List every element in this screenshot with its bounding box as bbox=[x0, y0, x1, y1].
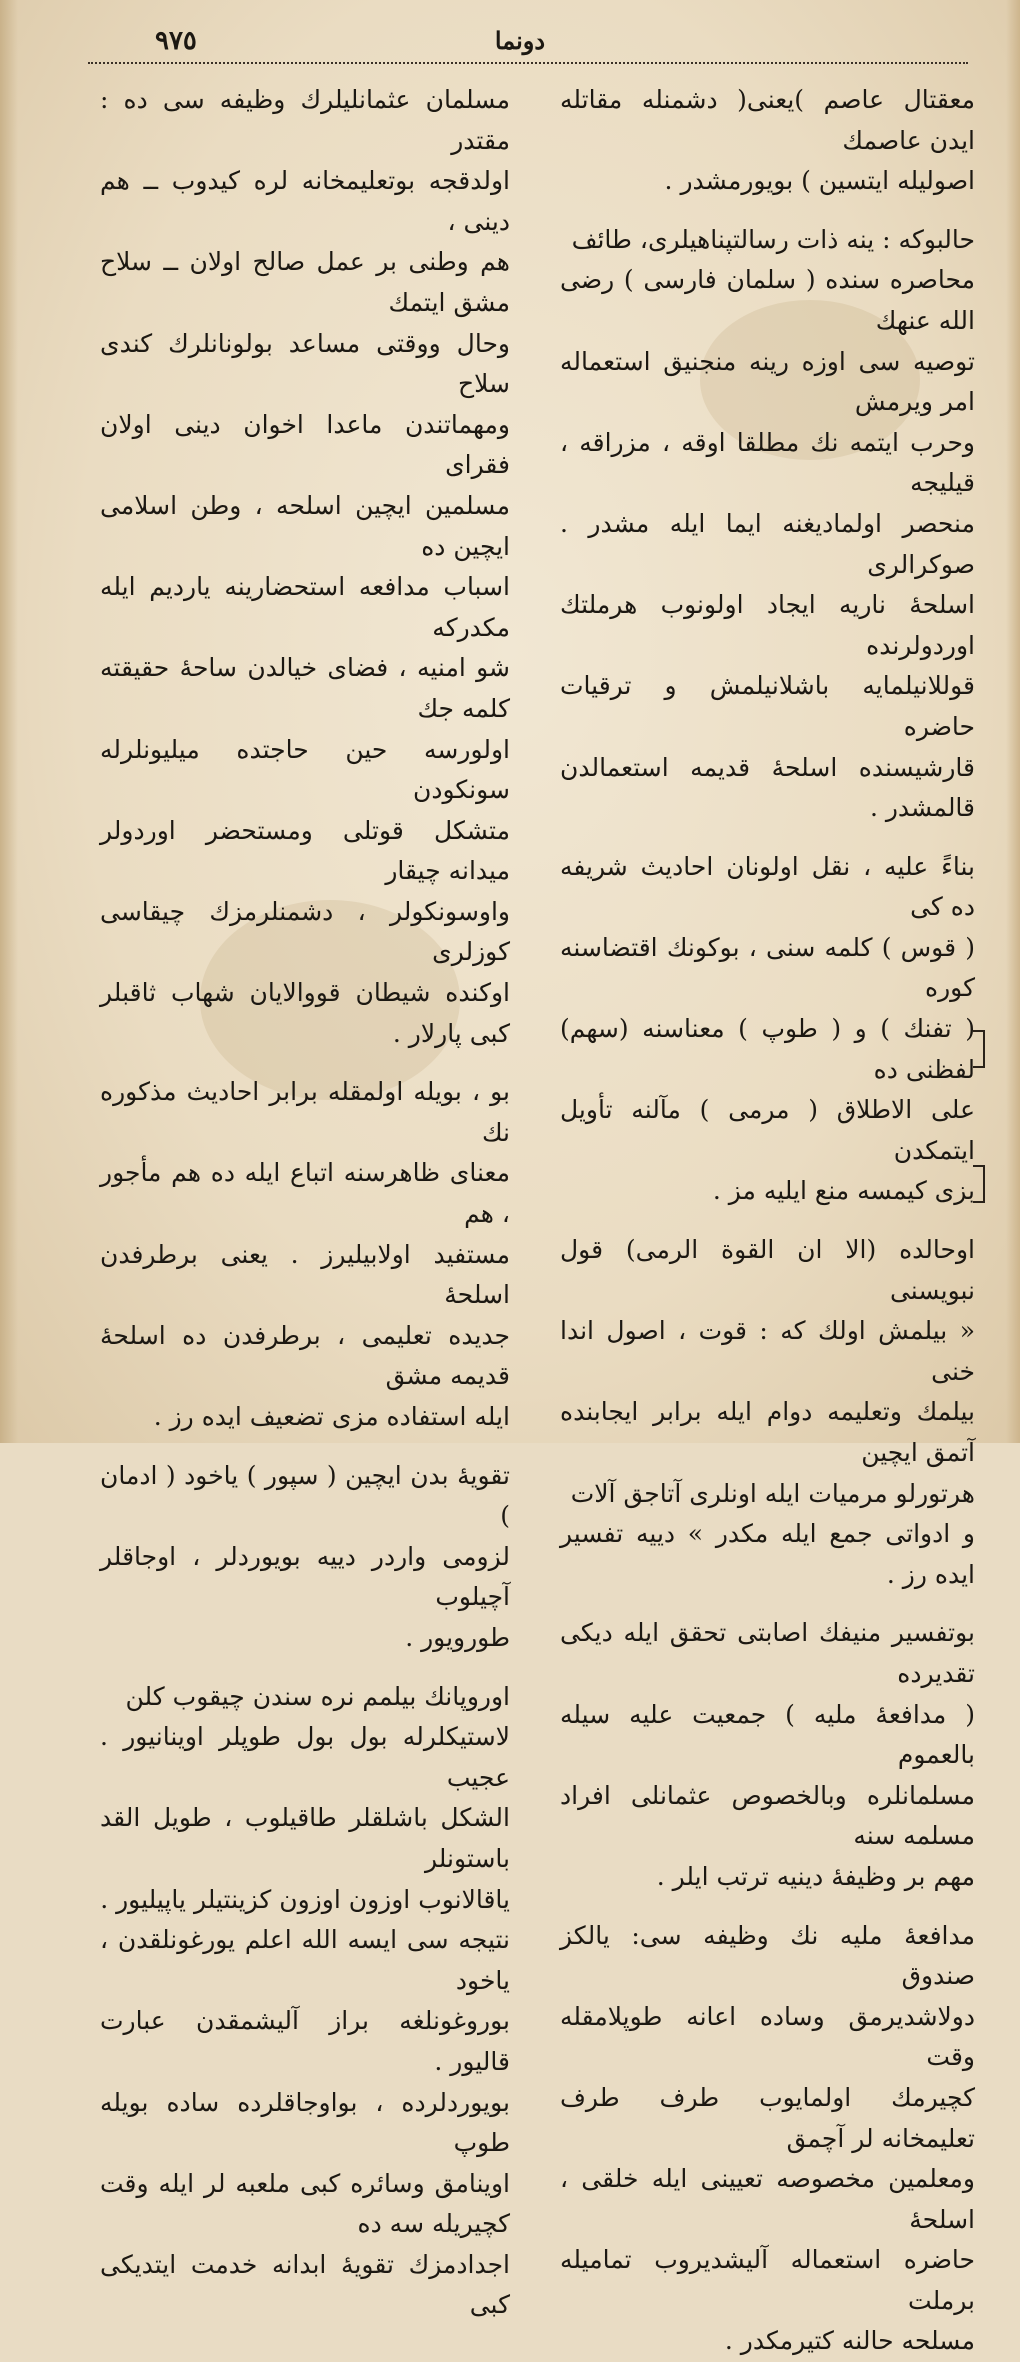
text-line: وحرب ایتمه نك مطلقا اوقه ، مزراقه ، قیلیجه bbox=[560, 427, 975, 498]
text-line: قارشیسنده اسلحهٔ قدیمه استعمالدن قالمشدر . bbox=[560, 752, 975, 823]
text-line: ومعلمین مخصوصه تعیینی ایله خلقی ، اسلحهٔ bbox=[560, 2164, 975, 2234]
text-line: نتیجه سی ایسه الله اعلم یورغونلقدن ، یاخود bbox=[100, 1925, 510, 1995]
page-edge-shadow-right bbox=[1006, 0, 1020, 1443]
text-line: ایله استفاده مزی تضعیف ایده رز . bbox=[153, 1402, 510, 1431]
text-line: مهم بر وظیفهٔ دینیه ترتب ایلر . bbox=[656, 1861, 975, 1891]
text-line: تقویهٔ بدن ایچین ( سپور ) یاخود ( ادمان ) bbox=[100, 1460, 510, 1531]
text-line: بزی کیمسه منع ایلیه مز . bbox=[712, 1176, 975, 1206]
text-line: بو ، بویله اولمقله برابر احادیث مذکوره نك bbox=[100, 1077, 510, 1147]
text-line: بویوردلرده ، بواوجاقلرده ساده بویله طوپ bbox=[100, 2087, 510, 2158]
text-line: معنای ظاهرسنه اتباع ایله ده هم مأجور ، هم bbox=[100, 1158, 510, 1229]
text-line: الشکل باشلقلر طاقیلوب ، طویل القد باستونلر bbox=[100, 1803, 510, 1873]
text-line: اسباب مدافعه استحضارینه یاردیم ایله مکدرکه bbox=[100, 572, 510, 642]
text-line: مسلمانلره وبالخصوص عثمانلی افراد مسلمه سنه bbox=[560, 1780, 975, 1851]
text-line: جدیده تعلیمی ، برطرفدن ده اسلحهٔ قدیمه مشق bbox=[100, 1320, 510, 1391]
text-line: محاصره سنده ( سلمان فارسی ) رضی الله عنهك bbox=[560, 265, 975, 335]
text-line: اوروپانك بیلمم نره سندن چیقوب کلن bbox=[125, 1681, 510, 1711]
text-line: اجدادمزك تقویهٔ ابدانه خدمت ایتدیکی کبی bbox=[100, 2249, 510, 2320]
text-line: بوروغونلغه براز آلیشمقدن عبارت قالیور . bbox=[100, 2006, 510, 2076]
text-line: هم وطنی بر عمل صالح اولان ــ سلاح مشق ایتمك bbox=[100, 247, 510, 317]
text-line: طورویور . bbox=[405, 1622, 510, 1652]
text-line: مدافعهٔ ملیه نك وظیفه سی: یالکز صندوق bbox=[560, 1920, 975, 1991]
text-line: و ادواتی جمع ایله مکدر » دییه تفسیر ایده رز . bbox=[560, 1519, 975, 1589]
text-line: اولورسه حین حاجتده میلیونلرله سونکودن bbox=[100, 734, 510, 805]
text-line: توصیه سی اوزه رینه منجنیق استعماله امر ویرمش bbox=[560, 346, 975, 417]
text-line: اصولیله ایتسین ) بویورمشدر . bbox=[664, 166, 975, 196]
text-line: بوتفسیر منیفك اصابتی تحقق ایله دیکی تقدیرده bbox=[560, 1618, 975, 1688]
text-line: منحصر اولمادیغنه ایما ایله مشدر . صوکرالری bbox=[560, 508, 975, 579]
text-line: شو امنیه ، فضای خیالدن ساحهٔ حقیقته کلمه جك bbox=[100, 653, 510, 723]
column-divider bbox=[536, 82, 537, 1362]
running-title: دونما bbox=[494, 26, 546, 55]
text-line: اوینامق وسائره کبی ملعبه لر ایله وقت کچیریله سه ده bbox=[100, 2168, 510, 2239]
header-rule bbox=[88, 62, 968, 64]
text-line: وحال ووقتی مساعد بولونانلرك کندی سلاح bbox=[100, 328, 510, 399]
text-line: اوحالده (الا ان القوة الرمی) قول نبویسنی bbox=[560, 1235, 975, 1305]
text-line: اولدقجه بوتعلیمخانه لره کیدوب ــ هم دینی ، bbox=[100, 166, 510, 236]
text-line: دولاشدیرمق وساده اعانه طوپلامقله وقت bbox=[560, 2001, 975, 2072]
margin-bracket bbox=[973, 1165, 985, 1203]
text-line: ومهماتندن ماعدا اخوان دینی اولان فقرای bbox=[100, 409, 510, 480]
page-header bbox=[60, 22, 980, 62]
text-line: حالبوکه : ینه ذات رسالتپناهیلری، طائف bbox=[571, 224, 975, 254]
text-line: هرتورلو مرمیات ایله اونلری آتاجق آلات bbox=[570, 1478, 975, 1508]
text-line: علی الاطلاق ( مرمی ) مآلنه تأویل ایتمکدن bbox=[560, 1095, 975, 1165]
right-column bbox=[560, 80, 975, 2362]
text-line: لزومی واردر دییه بویوردلر ، اوجاقلر آچیلوب bbox=[100, 1541, 510, 1612]
text-line: ( قوس ) کلمه سنی ، بوکونك اقتضاسنه کوره bbox=[560, 932, 975, 1003]
text-line: کچیرمك اولمایوب طرف طرف تعلیمخانه لر آچمق bbox=[560, 2082, 975, 2153]
text-line: اسلحهٔ ناریه ایجاد اولونوب هرملتك اوردولرنده bbox=[560, 590, 975, 660]
text-line: لاستیکلرله بول بول طوپلر اوینانیور . عجیب bbox=[100, 1722, 510, 1792]
text-line: حاضره استعماله آلیشدیروب تمامیله برملت bbox=[560, 2245, 975, 2315]
text-line: یاقالانوب اوزون اوزون کزینتیلر یاپیلیور . bbox=[100, 1884, 510, 1914]
text-line: مسلمین ایچین اسلحه ، وطن اسلامی ایچین ده bbox=[100, 490, 510, 561]
text-line: قوللانیلمایه باشلانیلمش و ترقیات حاضره bbox=[560, 671, 975, 741]
left-column bbox=[100, 80, 510, 2326]
text-line: واوسونکولر ، دشمنلرمزك چیقاسی کوزلری bbox=[100, 896, 510, 967]
text-line: ( مدافعهٔ ملیه ) جمعیت علیه سیله بالعموم bbox=[560, 1699, 975, 1770]
text-line: مسلحه حالنه کتیرمکدر . bbox=[724, 2326, 975, 2356]
text-line: « بیلمش اولك که : قوت ، اصول اندا خنی bbox=[560, 1316, 975, 1386]
page-edge-shadow-left bbox=[0, 0, 18, 1443]
text-line: ( تفنك ) و ( طوپ ) معناسنه (سهم) لفظنی ده bbox=[560, 1014, 975, 1084]
page-number: ٩٧٥ bbox=[155, 26, 197, 56]
margin-bracket bbox=[973, 1030, 985, 1068]
text-line: معقتال عاصم )یعنی( دشمنله مقاتله ایدن عاصمك bbox=[560, 85, 975, 155]
text-line: مسلمان عثمانلیلرك وظیفه سی ده : مقتدر bbox=[100, 85, 510, 155]
text-line: مستفید اولابیلیرز . یعنی برطرفدن اسلحهٔ bbox=[100, 1239, 510, 1310]
text-line: اوکنده شیطان قووالایان شهاب ثاقبلر کبی پارلار . bbox=[100, 978, 510, 1048]
text-line: بیلمك وتعلیمه دوام ایله برابر ایجابنده آتمق ایچین bbox=[560, 1397, 975, 1467]
text-line: بناءً علیه ، نقل اولونان احادیث شریفه ده کی bbox=[560, 851, 975, 922]
text-line: متشکل قوتلی ومستحضر اوردولر میدانه چیقار bbox=[100, 815, 510, 886]
